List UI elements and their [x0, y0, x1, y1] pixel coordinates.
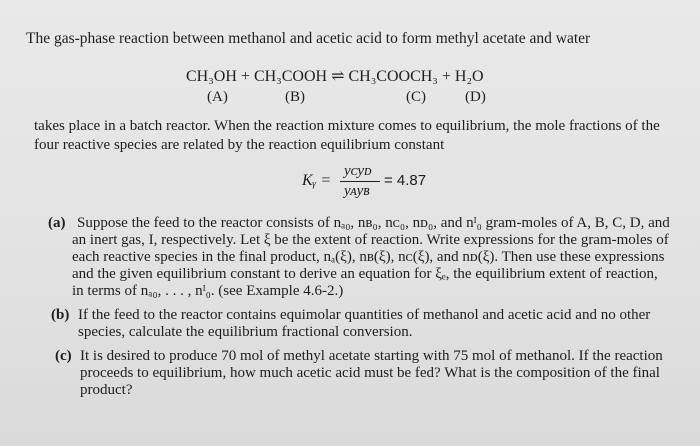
part-a-line: an inert gas, I, respectively. Let ξ be the extent of reaction. Write expressions for the gram-moles of — [72, 232, 669, 248]
equilibrium-constant-symbol: Kᵧ = — [302, 172, 332, 189]
intro-text: The gas-phase reaction between methanol and acetic acid to form methyl acetate and water — [26, 30, 591, 47]
part-b-line: species, calculate the equilibrium fractional conversion. — [78, 324, 413, 340]
fraction-numerator: yᴄyᴅ — [344, 163, 372, 179]
species-label-a: (A) — [207, 89, 228, 105]
species-label-b: (B) — [285, 89, 305, 105]
part-c-line: It is desired to produce 70 mol of methyl acetate starting with 75 mol of methanol. If the reaction — [80, 348, 663, 364]
part-b-line: If the feed to the reactor contains equimolar quantities of methanol and acetic acid and no other — [78, 307, 651, 323]
part-c-tag: (c) — [55, 348, 72, 364]
fraction-denominator: yᴀyʙ — [344, 183, 370, 199]
paragraph-line-2: four reactive species are related by the reaction equilibrium constant — [34, 137, 445, 153]
equilibrium-constant-value: = 4.87 — [384, 172, 427, 189]
part-a-line: and the given equilibrium constant to derive an equation for ξₑ, the equilibrium extent of reaction, — [72, 266, 658, 282]
species-label-c: (C) — [406, 89, 426, 105]
reaction-equation: CH₃OH + CH₃COOH ⇌ CH₃COOCH₃ + H₂O — [186, 68, 484, 85]
part-a-tag: (a) — [48, 215, 66, 231]
paragraph-line-1: takes place in a batch reactor. When the reaction mixture comes to equilibrium, the mole fractions of the — [34, 118, 660, 134]
fraction-bar — [340, 181, 380, 182]
part-b-tag: (b) — [51, 307, 70, 323]
part-c-line: product? — [80, 382, 133, 398]
part-a-line: in terms of nₐ₀, . . . , nᴵ₀. (see Example 4.6-2.) — [72, 283, 344, 299]
part-c-line: proceeds to equilibrium, how much acetic acid must be fed? What is the composition of the final — [80, 365, 660, 381]
species-label-d: (D) — [465, 89, 486, 105]
part-a-line: Suppose the feed to the reactor consists of nₐ₀, nʙ₀, nᴄ₀, nᴅ₀, and nᴵ₀ gram-moles of A, B, C, D, and — [77, 215, 670, 231]
part-a-line: each reactive species in the final product, nₐ(ξ), nʙ(ξ), nᴄ(ξ), and nᴅ(ξ). Then use these expressions — [72, 249, 665, 265]
